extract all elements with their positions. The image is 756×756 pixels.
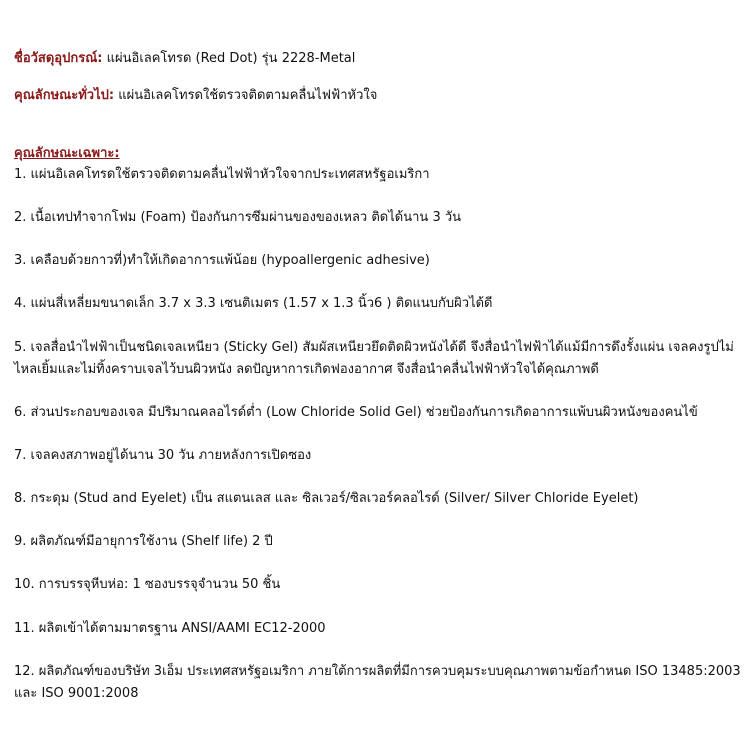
specs-heading: คุณลักษณะเฉพาะ: (14, 146, 120, 161)
spec-item-7: 7. เจลคงสภาพอยู่ได้นาน 30 วัน ภายหลังการเปิดซอง (14, 448, 312, 463)
general-description-label: คุณลักษณะทั่วไป: (14, 88, 115, 103)
spec-item-12: 12. ผลิตภัณฑ์ของบริษัท 3เอ็ม ประเทศสหรัฐอเมริกา ภายใต้การผลิตที่มีการควบคุมระบบคุณภาพตามข้อกำหนด ISO 13485:2003 และ ISO 9001:2008 (14, 664, 741, 701)
spec-item-1: 1. แผ่นอิเลคโทรดใช้ตรวจติดตามคลื่นไฟฟ้าหัวใจจากประเทศสหรัฐอเมริกา (14, 167, 430, 182)
product-name-value: แผ่นอิเลคโทรด (Red Dot) รุ่น 2228-Metal (106, 51, 356, 66)
spec-item-2: 2. เนื้อเทปทำจากโฟม (Foam) ป้องกันการซึมผ่านของของเหลว ติดได้นาน 3 วัน (14, 210, 462, 225)
general-description-line (14, 86, 377, 106)
product-name-line (14, 49, 355, 69)
spec-item-4: 4. แผ่นสี่เหลี่ยมขนาดเล็ก 3.7 x 3.3 เซนติเมตร (1.57 x 1.3 นิ้ว6 ) ติดแนบกับผิวได้ดี (14, 296, 493, 311)
spec-item-3: 3. เคลือบด้วยกาวที่)ทำให้เกิดอาการแพ้น้อย (hypoallergenic adhesive) (14, 253, 430, 268)
product-name-label: ชื่อวัสดุอุปกรณ์: (14, 51, 103, 66)
general-description-value: แผ่นอิเลคโทรดใช้ตรวจติดตามคลื่นไฟฟ้าหัวใจ (118, 88, 378, 103)
spec-item-8: 8. กระดุม (Stud and Eyelet) เป็น สแตนเลส และ ซิลเวอร์/ซิลเวอร์คลอไรด์ (Silver/ Silver Chloride Eyelet) (14, 491, 639, 506)
spec-item-5: 5. เจลสื่อนำไฟฟ้าเป็นชนิดเจลเหนียว (Sticky Gel) สัมผัสเหนียวยึดติดผิวหนังได้ดี จึงสื่อนำไฟฟ้าได้แม้มีการดึงรั้งแผ่น เจลคงรูปไม่ไหลเยิ้มและไม่ทิ้งคราบเจลไว้บนผิวหนัง ลดปัญหาการเกิดฟองอากาศ จึงสื่อนำคลื่นไฟฟ้าหัวใจได้คุณภาพดี (14, 340, 734, 377)
spec-item-11: 11. ผลิตเข้าได้ตามมาตรฐาน ANSI/AAMI EC12-2000 (14, 621, 326, 636)
spec-item-6: 6. ส่วนประกอบของเจล มีปริมาณคลอไรด์ต่ำ (Low Chloride Solid Gel) ช่วยป้องกันการเกิดอาการแพ้บนผิวหนังของคนไข้ (14, 405, 698, 420)
spec-item-9: 9. ผลิตภัณฑ์มีอายุการใช้งาน (Shelf life) 2 ปี (14, 534, 273, 549)
spec-item-10: 10. การบรรจุหีบห่อ: 1 ซองบรรจุจำนวน 50 ชิ้น (14, 577, 281, 592)
